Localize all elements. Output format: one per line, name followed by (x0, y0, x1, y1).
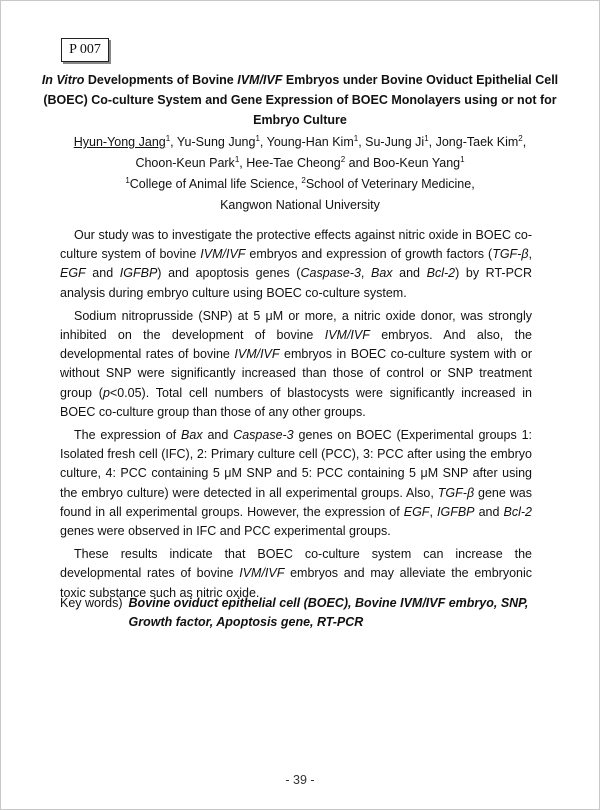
gene-term: IGFBP (119, 266, 158, 281)
gene-term: IVM/IVF (239, 566, 285, 581)
affiliations (40, 174, 560, 216)
gene-term: TGF-β (437, 485, 475, 500)
gene-term: Bcl-2 (503, 504, 532, 519)
text: genes on BOEC (Experimental groups 1: Isolated fresh cell (IFC), 2: Primary culture cell (PCC), 3: PCC after using the embryo culture, 4: PCC containing 5 μM SNP and 5: PCC containing 5 μM SNP after using the embryo culture) were detected in all experimental groups. Also, (60, 428, 532, 500)
author-affiliation-mark: 2 (340, 154, 346, 164)
gene-term: TGF-β (492, 247, 529, 262)
affiliation-2: School of Veterinary Medicine, (305, 177, 475, 191)
text: Our study was to investigate the protective effects against nitric oxide in BOEC co-culture system of bovine (60, 228, 532, 262)
gene-term: IVM/IVF (324, 328, 370, 343)
text: embryos and expression of growth factors ( (245, 247, 493, 262)
text: <0.05). Total cell numbers of blastocysts were significantly increased in BOEC co-culture group than those of any other groups. (60, 385, 532, 419)
abstract-paragraph-2 (60, 307, 532, 422)
abstract-paragraph-3 (60, 426, 532, 541)
title-part-2: Embryos under Bovine Oviduct Epithelial Cell (BOEC) Co-culture System and Gene Expression of BOEC Monolayers using or not for Embryo Culture (43, 73, 559, 127)
author-separator: and (345, 156, 373, 170)
author-separator: , (259, 135, 267, 149)
title-italic-prefix: In Vitro (41, 73, 85, 87)
author-list (40, 132, 560, 174)
affiliation-1: College of Animal life Science, (129, 177, 302, 191)
p-value-symbol: p (102, 385, 110, 400)
text: , (360, 266, 371, 281)
text: These results indicate that BOEC co-culture system can increase the developmental rates of bovine (60, 547, 532, 581)
author-name: Su-Jung Ji (365, 135, 425, 149)
keywords-row (60, 594, 540, 632)
abstract-body (60, 226, 532, 607)
keywords-label: Key words) (60, 596, 123, 610)
author-separator: , (358, 135, 366, 149)
text: ) and apoptosis genes ( (157, 266, 301, 281)
gene-term: IVM/IVF (200, 247, 246, 262)
university: Kangwon National University (220, 198, 380, 212)
gene-term: Bcl-2 (426, 266, 456, 281)
text: , (528, 247, 532, 262)
author-name: Choon-Keun Park (135, 156, 235, 170)
text: genes were observed in IFC and PCC experimental groups. (60, 524, 391, 539)
keywords-values: Bovine oviduct epithelial cell (BOEC), Bovine IVM/IVF embryo, SNP, Growth factor, Apoptosis gene, RT-PCR (128, 596, 529, 629)
author-affiliation-mark: 2 (518, 133, 523, 143)
abstract-paragraph-1 (60, 226, 532, 303)
keywords-section (60, 594, 540, 632)
author-name: Hee-Tae Cheong (246, 156, 341, 170)
text: gene was found in all experimental groups. However, the expression of (60, 485, 533, 519)
gene-term: IGFBP (437, 504, 475, 519)
author-separator: , (522, 135, 527, 149)
text: and (474, 504, 504, 519)
affiliation-mark-1: 1 (125, 175, 130, 185)
gene-term: IVM/IVF (234, 347, 280, 362)
author-separator: , (170, 135, 177, 149)
text: and (202, 428, 234, 443)
title-ivf: IVM/IVF (237, 73, 283, 87)
gene-term: Bax (371, 266, 393, 281)
author-affiliation-mark: 1 (234, 154, 240, 164)
paper-title (40, 70, 560, 130)
text: embryos in BOEC co-culture system with or without SNP were significantly increased than those of control or SNP treatment group ( (60, 347, 532, 400)
text: embryos and may alleviate the embryonic toxic substance such as nitric oxide. (60, 566, 532, 600)
affiliation-mark-2: 2 (301, 175, 306, 185)
author-name: Yu-Sung Jung (176, 135, 256, 149)
title-part-1: Developments of Bovine (84, 73, 238, 87)
author-name: Hyun-Yong Jang (73, 135, 166, 149)
author-affiliation-mark: 1 (165, 133, 171, 143)
author-name: Young-Han Kim (266, 135, 354, 149)
author-name: Boo-Keun Yang (373, 156, 461, 170)
text: and (85, 266, 120, 281)
author-affiliation-mark: 1 (460, 154, 465, 164)
text: , (429, 504, 437, 519)
page-number: - 39 - (285, 773, 315, 787)
gene-term: Caspase-3 (300, 266, 361, 281)
author-affiliation-mark: 1 (424, 133, 429, 143)
author-affiliation-mark: 1 (353, 133, 359, 143)
text: Sodium nitroprusside (SNP) at 5 μM or more, a nitric oxide donor, was strongly inhibited on the development of bovine (60, 308, 532, 343)
author-affiliation-mark: 1 (255, 133, 260, 143)
gene-term: EGF (403, 504, 430, 519)
poster-code-box: P 007 (61, 38, 109, 62)
text: embryos. And also, the developmental rates of bovine (60, 328, 532, 362)
gene-term: Bax (181, 428, 203, 443)
gene-term: Caspase-3 (233, 428, 294, 443)
author-name: Jong-Taek Kim (435, 135, 519, 149)
text: The expression of (74, 428, 182, 443)
gene-term: EGF (60, 266, 86, 281)
author-separator: , (428, 135, 436, 149)
text: and (392, 266, 427, 281)
text: ) by RT-PCR analysis during embryo culture using BOEC co-culture system. (60, 266, 532, 300)
author-separator: , (239, 156, 247, 170)
